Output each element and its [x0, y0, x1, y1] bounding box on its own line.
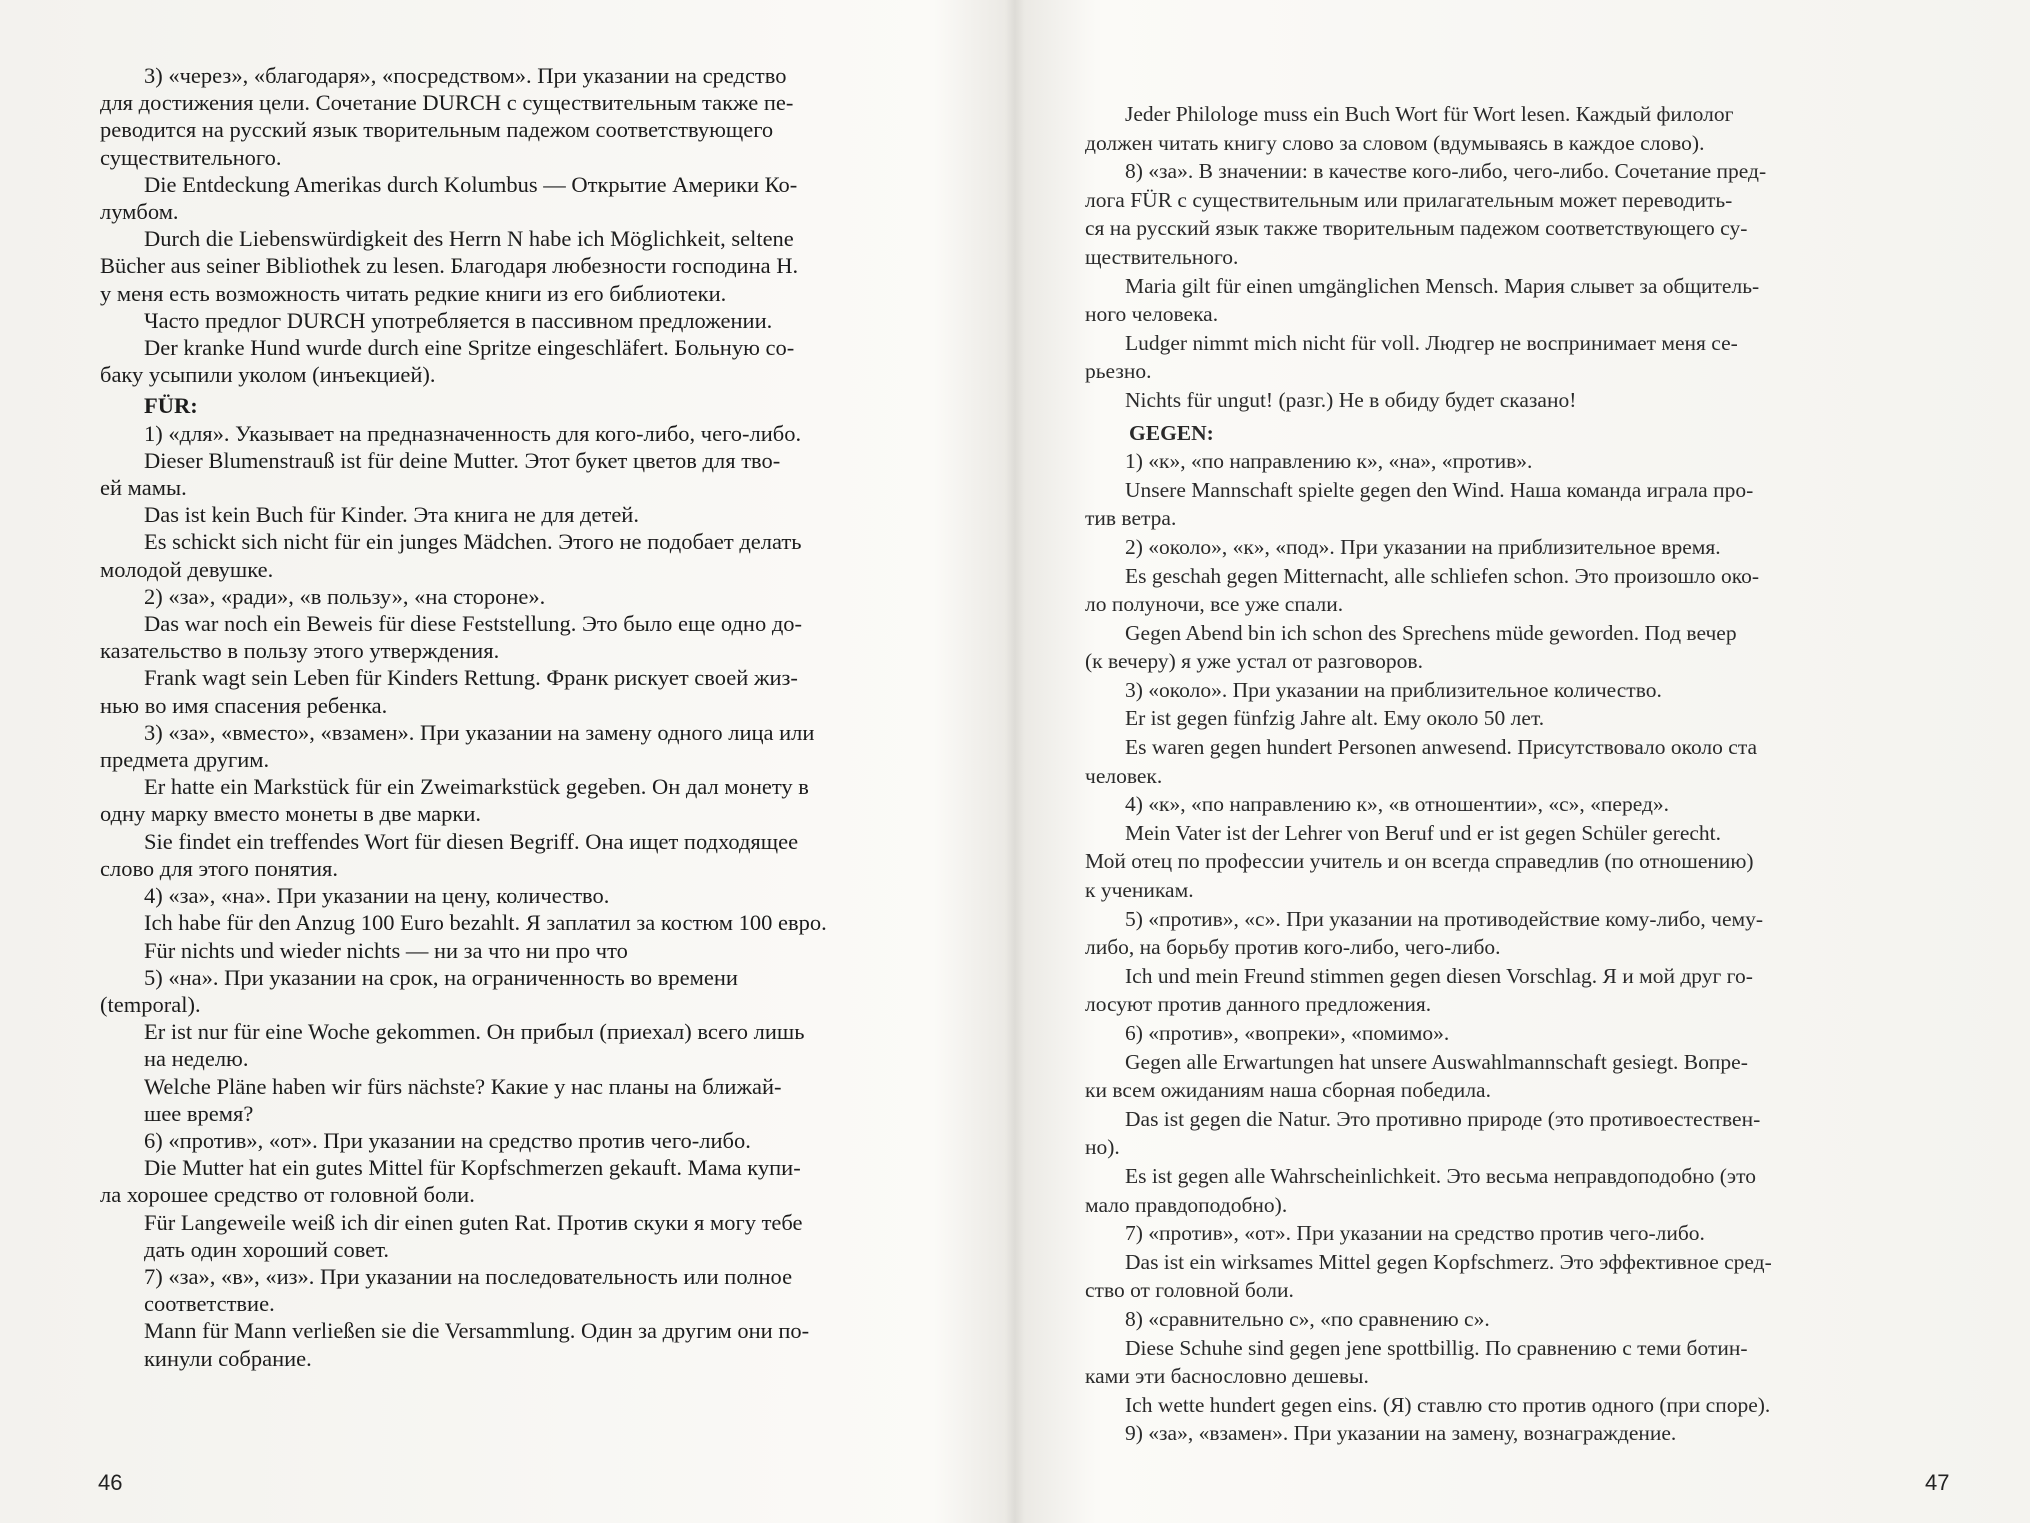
left-page-text-line: (temporal). [100, 991, 201, 1017]
right-page-number: 47 [1925, 1470, 1950, 1495]
left-page-text-line: Für nichts und wieder nichts — ни за что ни про что [144, 937, 628, 963]
left-page-text-line: Für Langeweile weiß ich dir einen guten Rat. Против скуки я могу тебе [144, 1209, 803, 1235]
left-page-text-line: у меня есть возможность читать редкие книги из его библиотеки. [100, 280, 727, 306]
left-page-text-line: Dieser Blumenstrauß ist für deine Mutter. Этот букет цветов для тво- [144, 447, 781, 473]
right-page-text-line: 8) «за». В значении: в качестве кого-либо, чего-либо. Сочетание пред- [1125, 159, 1767, 184]
left-page-text-line: ей мамы. [100, 475, 187, 501]
right-page-text-line: Es geschah gegen Mitternacht, alle schliefen schon. Это произошло око- [1125, 563, 1760, 588]
right-page-text-line: Ich wette hundert gegen eins. (Я) ставлю сто против одного (при споре). [1125, 1392, 1771, 1417]
right-page-text-line: 7) «против», «от». При указании на средство против чего-либо. [1125, 1221, 1705, 1246]
right-page-text-line: тив ветра. [1085, 506, 1177, 531]
right-page-text-line: 5) «против», «с». При указании на противодействие кому-либо, чему- [1125, 906, 1764, 931]
left-page-text-line: 4) «за», «на». При указании на цену, количество. [144, 883, 610, 909]
right-page-text-line: 3) «около». При указании на приблизительное количество. [1125, 677, 1662, 702]
left-page-text-line: существительного. [100, 144, 282, 170]
left-page-text-line: 2) «за», «ради», «в пользу», «на стороне». [144, 583, 546, 609]
right-page-text-line: ного человека. [1085, 302, 1219, 327]
right-page-text-line: либо, на борьбу против кого-либо, чего-либо. [1085, 935, 1501, 960]
left-page-text-line: Er hatte ein Markstück für ein Zweimarkstück gegeben. Он дал монету в [144, 774, 809, 800]
left-page [0, 0, 1005, 1523]
left-page-text-line: 3) «за», «вместо», «взамен». При указании на замену одного лица или [144, 719, 815, 745]
right-page-text-line: Unsere Mannschaft spielte gegen den Wind. Наша команда играла про- [1125, 477, 1754, 502]
right-page-text-line: Gegen Abend bin ich schon des Sprechens müde geworden. Под вечер [1125, 620, 1737, 645]
right-page-text [1085, 100, 2010, 1448]
left-page-text-line: 7) «за», «в», «из». При указании на последовательность или полное [144, 1263, 793, 1289]
right-page-text-line: 2) «около», «к», «под». При указании на приблизительное время. [1125, 534, 1721, 559]
right-page [1025, 0, 2030, 1523]
left-page-text-line: лумбом. [100, 199, 179, 225]
left-page-text-line: Ich habe für den Anzug 100 Euro bezahlt. Я заплатил за костюм 100 евро. [144, 910, 827, 936]
left-page-text-line: Die Mutter hat ein gutes Mittel für Kopfschmerzen gekauft. Мама купи- [144, 1155, 801, 1181]
right-page-text-line: 1) «к», «по направлению к», «на», «против». [1125, 449, 1533, 474]
right-page-text-line: Mein Vater ist der Lehrer von Beruf und er ist gegen Schüler gerecht. [1125, 820, 1722, 845]
left-page-text-line: слово для этого понятия. [100, 855, 338, 881]
left-page-text-line: Часто предлог DURCH употребляется в пассивном предложении. [144, 307, 773, 333]
right-page-text-line: 8) «сравнительно с», «по сравнению с». [1125, 1306, 1490, 1331]
left-page-text-line: для достижения цели. Сочетание DURCH с существительным также пе- [100, 90, 794, 116]
book-gutter [1005, 0, 1025, 1523]
left-page-text [100, 62, 980, 1372]
right-page-text-line: ки всем ожиданиям наша сборная победила. [1085, 1078, 1491, 1103]
right-page-section-heading: GEGEN: [1129, 420, 1214, 445]
left-page-text-line: кинули собрание. [144, 1345, 312, 1371]
right-page-text-line: 6) «против», «вопреки», «помимо». [1125, 1021, 1450, 1045]
left-page-text-line: Es schickt sich nicht für ein junges Mädchen. Этого не подобает делать [144, 529, 802, 555]
left-page-text-line: Bücher aus seiner Bibliothek zu lesen. Благодаря любезности господина Н. [100, 253, 799, 279]
right-page-text-line: Ich und mein Freund stimmen gegen diesen Vorschlag. Я и мой друг го- [1125, 963, 1753, 988]
right-page-text-line: Nichts für ungut! (разг.) Не в обиду будет сказано! [1125, 387, 1577, 412]
left-page-text-line: казательство в пользу этого утверждения. [100, 638, 500, 664]
right-page-text-line: 4) «к», «по направлению к», «в отношентии», «с», «перед». [1125, 792, 1670, 817]
right-page-text-line: мало правдоподобно). [1085, 1192, 1288, 1217]
right-page-text-line: Jeder Philologe muss ein Buch Wort für Wort lesen. Каждый филолог [1125, 102, 1734, 126]
right-page-text-line: Er ist gegen fünfzig Jahre alt. Ему около 50 лет. [1125, 706, 1545, 731]
left-page-text-line: Er ist nur für eine Woche gekommen. Он прибыл (приехал) всего лишь [144, 1019, 805, 1045]
left-page-text-line: шее время? [144, 1100, 254, 1126]
right-page-text-line: человек. [1085, 763, 1163, 788]
left-page-text-line: на неделю. [144, 1046, 249, 1072]
right-page-text-line: должен читать книгу слово за словом (вдумываясь в каждое слово). [1085, 130, 1705, 155]
left-page-text-line: баку усыпили уколом (инъекцией). [100, 362, 436, 388]
right-page-text-line: Мой отец по профессии учитель и он всегда справедлив (по отношению) [1085, 849, 1754, 874]
left-page-text-line: 6) «против», «от». При указании на средство против чего-либо. [144, 1127, 751, 1153]
right-page-text-line: ществительного. [1085, 244, 1239, 269]
left-page-text-line: нью во имя спасения ребенка. [100, 692, 388, 718]
left-page-text-line: Das ist kein Buch für Kinder. Эта книга не для детей. [144, 502, 639, 528]
left-page-text-line: Durch die Liebenswürdigkeit des Herrn N habe ich Möglichkeit, seltene [144, 226, 794, 252]
right-page-text-line: Maria gilt für einen umgänglichen Mensch. Мария слывет за общитель- [1125, 273, 1760, 298]
left-page-text-line: ла хорошее средство от головной боли. [100, 1182, 475, 1208]
right-page-text-line: Diese Schuhe sind gegen jene spottbillig. По сравнению с теми ботин- [1125, 1335, 1748, 1360]
left-page-text-line: Welche Pläne haben wir fürs nächste? Какие у нас планы на ближай- [144, 1073, 782, 1099]
right-page-text-line: лосуют против данного предложения. [1085, 992, 1432, 1017]
right-page-text-line: Gegen alle Erwartungen hat unsere Auswahlmannschaft gesiegt. Вопре- [1125, 1049, 1748, 1074]
left-page-text-line: молодой девушке. [100, 556, 274, 582]
left-page-text-line: Der kranke Hund wurde durch eine Spritze eingeschläfert. Больную со- [144, 335, 795, 361]
left-page-text-line: одну марку вместо монеты в две марки. [100, 801, 482, 827]
right-page-text-line: Das ist ein wirksames Mittel gegen Kopfschmerz. Это эффективное сред- [1125, 1249, 1772, 1274]
right-page-text-line: ство от головной боли. [1085, 1278, 1294, 1303]
left-page-text-line: предмета другим. [100, 747, 270, 773]
right-page-text-line: 9) «за», «взамен». При указании на замену, вознаграждение. [1125, 1421, 1677, 1446]
left-page-text-line: Sie findet ein treffendes Wort für diesen Begriff. Она ищет подходящее [144, 828, 799, 854]
left-page-number: 46 [98, 1470, 123, 1495]
right-page-text-line: рьезно. [1085, 359, 1152, 384]
left-page-section-heading: FÜR: [144, 393, 198, 419]
left-page-text-line: 5) «на». При указании на срок, на ограниченность во времени [144, 964, 738, 990]
left-page-text-line: соответствие. [144, 1291, 275, 1317]
left-page-text-line: Mann für Mann verließen sie die Versammlung. Один за другим они по- [144, 1318, 810, 1344]
right-page-text-line: к ученикам. [1085, 878, 1194, 903]
right-page-text-line: Ludger nimmt mich nicht für voll. Людгер не воспринимает меня се- [1125, 330, 1738, 355]
left-page-text-line: реводится на русский язык творительным падежом соответствующего [100, 117, 774, 143]
right-page-text-line: (к вечеру) я уже устал от разговоров. [1085, 649, 1423, 674]
right-page-text-line: Es waren gegen hundert Personen anwesend. Присутствовало около ста [1125, 735, 1758, 760]
left-page-text-line: дать один хороший совет. [144, 1236, 389, 1262]
right-page-text-line: ками эти баснословно дешевы. [1085, 1364, 1369, 1389]
right-page-text-line: лога FÜR с существительным или прилагательным может переводить- [1085, 187, 1733, 212]
left-page-text-line: Frank wagt sein Leben für Kinders Rettung. Франк рискует своей жиз- [144, 665, 798, 691]
left-page-text-line: Die Entdeckung Amerikas durch Kolumbus — Открытие Америки Ко- [144, 171, 798, 197]
right-page-text-line: Das ist gegen die Natur. Это противно природе (это противоестествен- [1125, 1106, 1761, 1131]
right-page-text-line: ло полуночи, все уже спали. [1085, 592, 1344, 617]
left-page-text-line: Das war noch ein Beweis für diese Feststellung. Это было еще одно до- [144, 611, 803, 637]
left-page-text-line: 3) «через», «благодаря», «посредством». При указании на средство [144, 63, 787, 88]
right-page-text-line: ся на русский язык также творительным падежом соответствующего су- [1085, 216, 1748, 241]
right-page-text-line: Es ist gegen alle Wahrscheinlichkeit. Это весьма неправдоподобно (это [1125, 1163, 1757, 1188]
right-page-text-line: но). [1085, 1135, 1120, 1160]
left-page-text-line: 1) «для». Указывает на предназначенность для кого-либо, чего-либо. [144, 420, 802, 446]
